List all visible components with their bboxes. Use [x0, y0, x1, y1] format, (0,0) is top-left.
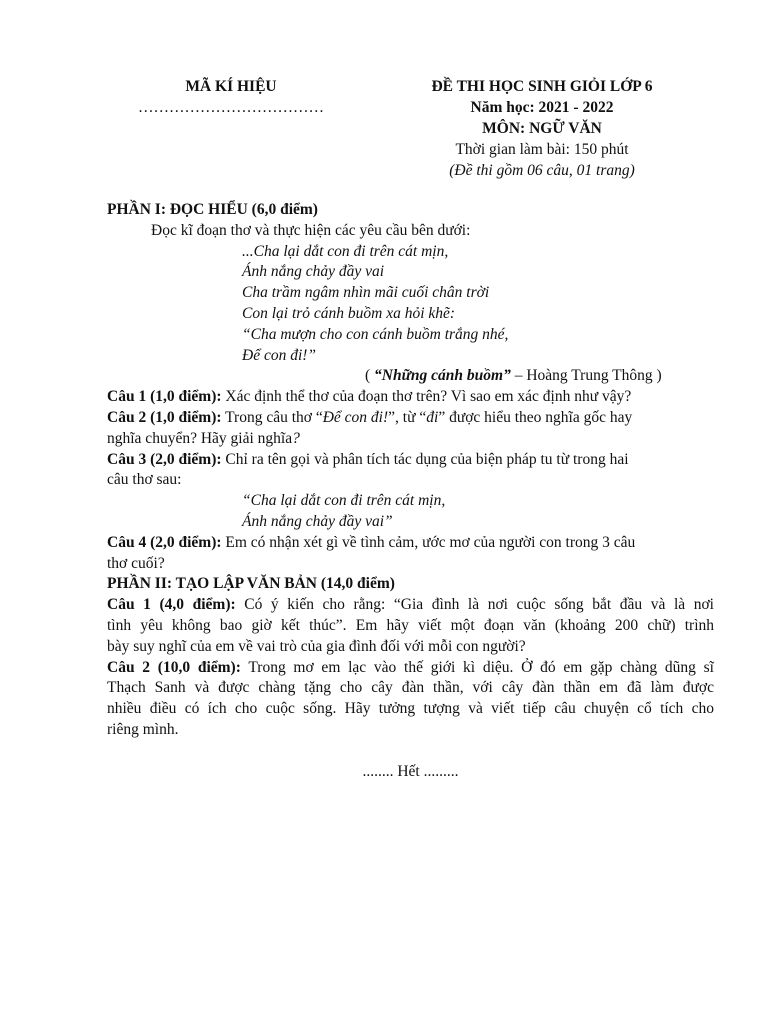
exam-time: Thời gian làm bài: 150 phút [455, 141, 629, 158]
question-label: Câu 2 (1,0 điểm): [107, 408, 222, 426]
spacer [107, 741, 714, 762]
question-2-2-cont: Thạch Sanh và được chàng tặng cho cây đàn thần, với cây đàn thần em đã làm được [107, 679, 714, 697]
question-label: Câu 1 (1,0 điểm): [107, 388, 222, 406]
question-text: Chỉ ra tên gọi và phân tích tác dụng của biện pháp tu từ trong hai [221, 450, 629, 468]
question-2-2-cont: nhiều điều có ích cho cuộc sống. Hãy tưởng tượng và viết tiếp câu chuyện cổ tích cho [107, 700, 714, 718]
question-text: Có ý kiến cho rằng: “Gia đình là nơi cuộc sống bắt đầu và là nơi [235, 596, 714, 614]
question-text: Em có nhận xét gì về tình cảm, ước mơ của người con trong 3 câu [221, 533, 636, 551]
school-year: Năm học: 2021 - 2022 [470, 99, 614, 116]
question-1-1 [107, 387, 714, 408]
poem-line: “Cha mượn cho con cánh buồm trắng nhé, [242, 325, 509, 343]
part2-heading: PHẦN II: TẠO LẬP VĂN BẢN (14,0 điểm) [107, 575, 395, 593]
question-text: Trong câu thơ “ [221, 408, 323, 426]
question-text: nghĩa chuyển? Hãy giải nghĩa [107, 429, 293, 447]
question-label: Câu 4 (2,0 điểm): [107, 533, 222, 551]
subject: MÔN: NGỮ VĂN [482, 120, 602, 137]
exam-body [107, 200, 714, 782]
poem-line: ...Cha lại dắt con đi trên cát mịn, [242, 242, 449, 260]
header-left [120, 76, 342, 118]
part1-heading: PHẦN I: ĐỌC HIỂU (6,0 điểm) [107, 201, 318, 218]
question-1-2 [107, 408, 714, 429]
question-2-2 [107, 658, 714, 679]
question-text: Xác định thể thơ của đoạn thơ trên? Vì sao em xác định như vậy? [221, 388, 632, 406]
question-1-3 [107, 450, 714, 471]
source-title: “Những cánh buồm” [374, 367, 511, 385]
question-label: Câu 3 (2,0 điểm): [107, 450, 222, 468]
header-right [398, 76, 686, 181]
poem-line: Cha trầm ngâm nhìn mãi cuối chân trời [242, 284, 490, 302]
source-open: ( [365, 367, 375, 385]
poem-line: Con lại trỏ cánh buồm xa hỏi khẽ: [242, 304, 456, 322]
poem-line: Để con đi!” [242, 346, 317, 364]
question-2-1 [107, 595, 714, 616]
question-text: ”, từ “ [388, 408, 427, 426]
poem-source [107, 366, 714, 387]
question-1-4-cont: thơ cuối? [107, 554, 165, 572]
quoted-poem-line: “Cha lại dắt con đi trên cát mịn, [242, 492, 446, 510]
poem-line: Ánh nắng chảy đầy vai [242, 263, 385, 281]
question-quote: Để con đi! [322, 408, 389, 426]
question-2-2-cont: riêng mình. [107, 720, 179, 738]
question-2-1-cont: bày suy nghĩ của em về vai trò của gia đình đối với mỗi con người? [107, 637, 526, 655]
question-quote: đi [426, 408, 439, 426]
end-marker: ........ Hết ......... [362, 762, 459, 780]
part1-instruction: Đọc kĩ đoạn thơ và thực hiện các yêu cầu bên dưới: [151, 221, 471, 239]
exam-title: ĐỀ THI HỌC SINH GIỎI LỚP 6 [431, 78, 653, 95]
question-mark: ? [292, 429, 300, 447]
question-1-2-cont [107, 429, 714, 450]
source-author: – Hoàng Trung Thông ) [510, 367, 662, 385]
question-label: Câu 2 (10,0 điểm): [107, 658, 241, 676]
question-text: ” được hiểu theo nghĩa gốc hay [438, 408, 633, 426]
quoted-poem-line: Ánh nắng chảy đầy vai” [242, 512, 393, 530]
question-2-1-cont: tình yêu không bao giờ kết thúc”. Em hãy viết một đoạn văn (khoảng 200 chữ) trình [107, 616, 714, 634]
question-text: Trong mơ em lạc vào thế giới kì diệu. Ở đó em gặp chàng dũng sĩ [240, 658, 714, 676]
exam-note: (Đề thi gồm 06 câu, 01 trang) [449, 162, 635, 179]
code-dots: ……………………………… [138, 99, 324, 116]
code-label: MÃ KÍ HIỆU [185, 78, 277, 95]
question-label: Câu 1 (4,0 điểm): [107, 596, 236, 614]
question-1-3-cont: câu thơ sau: [107, 471, 182, 489]
question-1-4 [107, 533, 714, 554]
